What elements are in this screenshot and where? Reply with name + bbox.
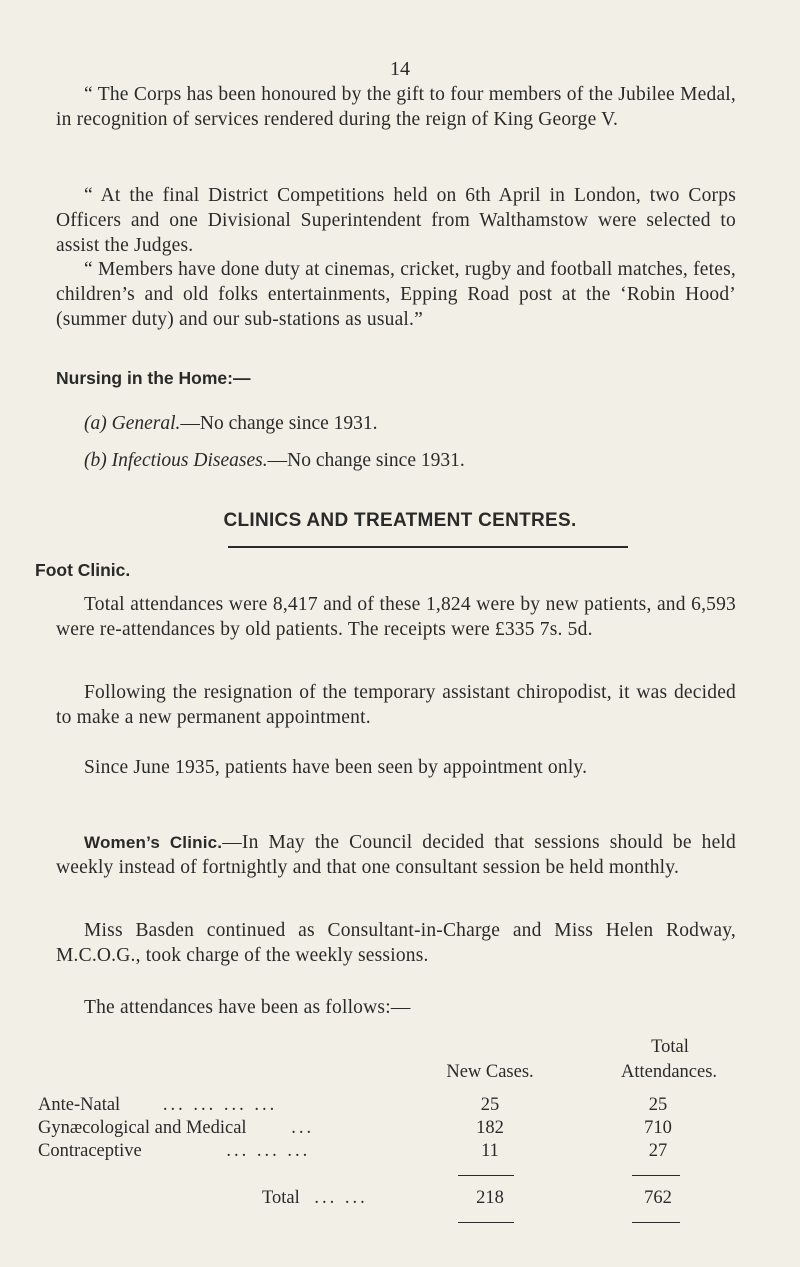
foot-clinic-heading: Foot Clinic. (35, 560, 131, 580)
page-number: 14 (390, 58, 410, 80)
table-row-label: Gynæcological and Medical ... (38, 1118, 315, 1138)
total-rule-top (632, 1175, 680, 1176)
nursing-heading: Nursing in the Home:— (56, 368, 251, 388)
table-cell-new: 182 (476, 1118, 504, 1138)
table-total-attendances: 762 (644, 1188, 672, 1208)
table-total-label: Total ... ... (262, 1188, 368, 1208)
table-cell-total: 710 (644, 1118, 672, 1138)
col-header-total-line2: Attendances. (620, 1062, 718, 1082)
total-rule-top (458, 1175, 514, 1176)
table-total-new: 218 (476, 1188, 504, 1208)
table-row-label: Ante-Natal ... ... ... ... (38, 1095, 278, 1115)
womens-clinic-heading: Women’s Clinic. (84, 833, 223, 852)
paragraph-appointment: Since June 1935, patients have been seen by appointment only. (84, 757, 588, 778)
paragraph-members-duty: “ Members have done duty at cinemas, cricket, rugby and football matches, fetes, children’s and old folks entertainments, Epping Road post at the ‘Robin Hood’ (summer duty) and our sub-stations as usual.” (56, 259, 736, 330)
paragraph-attendances-intro: The attendances have been as follows:— (84, 997, 411, 1018)
section-title: CLINICS AND TREATMENT CENTRES. (223, 510, 577, 531)
paragraph-district-competitions: “ At the final District Competitions held on 6th April in London, two Corps Officers and one Divisional Superintendent from Walthamstow were selected to assist the Judges. (56, 185, 736, 256)
section-title-underline (228, 546, 628, 548)
table-cell-new: 11 (481, 1141, 499, 1161)
paragraph-womens-clinic: Women’s Clinic.—In May the Council decided that sessions should be held weekly instead of fortnightly and that one consultant session be held monthly. (56, 832, 736, 878)
total-rule-bottom (458, 1222, 514, 1223)
col-header-new-cases: New Cases. (446, 1062, 534, 1082)
paragraph-consultant: Miss Basden continued as Consultant-in-Charge and Miss Helen Rodway, M.C.O.G., took charge of the weekly sessions. (56, 920, 736, 966)
table-cell-total: 27 (648, 1141, 668, 1161)
table-cell-total: 25 (648, 1095, 668, 1115)
paragraph-chiropodist: Following the resignation of the temporary assistant chiropodist, it was decided to make a new permanent appointment. (56, 682, 736, 728)
table-cell-new: 25 (480, 1095, 500, 1115)
paragraph-foot-attendances: Total attendances were 8,417 and of these 1,824 were by new patients, and 6,593 were re-attendances by old patients. The receipts were £335 7s. 5d. (56, 594, 736, 640)
table-row-label: Contraceptive ... ... ... (38, 1141, 311, 1161)
col-header-total-line1: Total (651, 1037, 689, 1057)
total-rule-bottom (632, 1222, 680, 1223)
nursing-item-general: (a) General.—No change since 1931. (84, 413, 378, 434)
nursing-item-infectious: (b) Infectious Diseases.—No change since 1931. (84, 450, 465, 471)
paragraph-jubilee-medal: “ The Corps has been honoured by the gift to four members of the Jubilee Medal, in recognition of services rendered during the reign of King George V. (56, 84, 736, 130)
